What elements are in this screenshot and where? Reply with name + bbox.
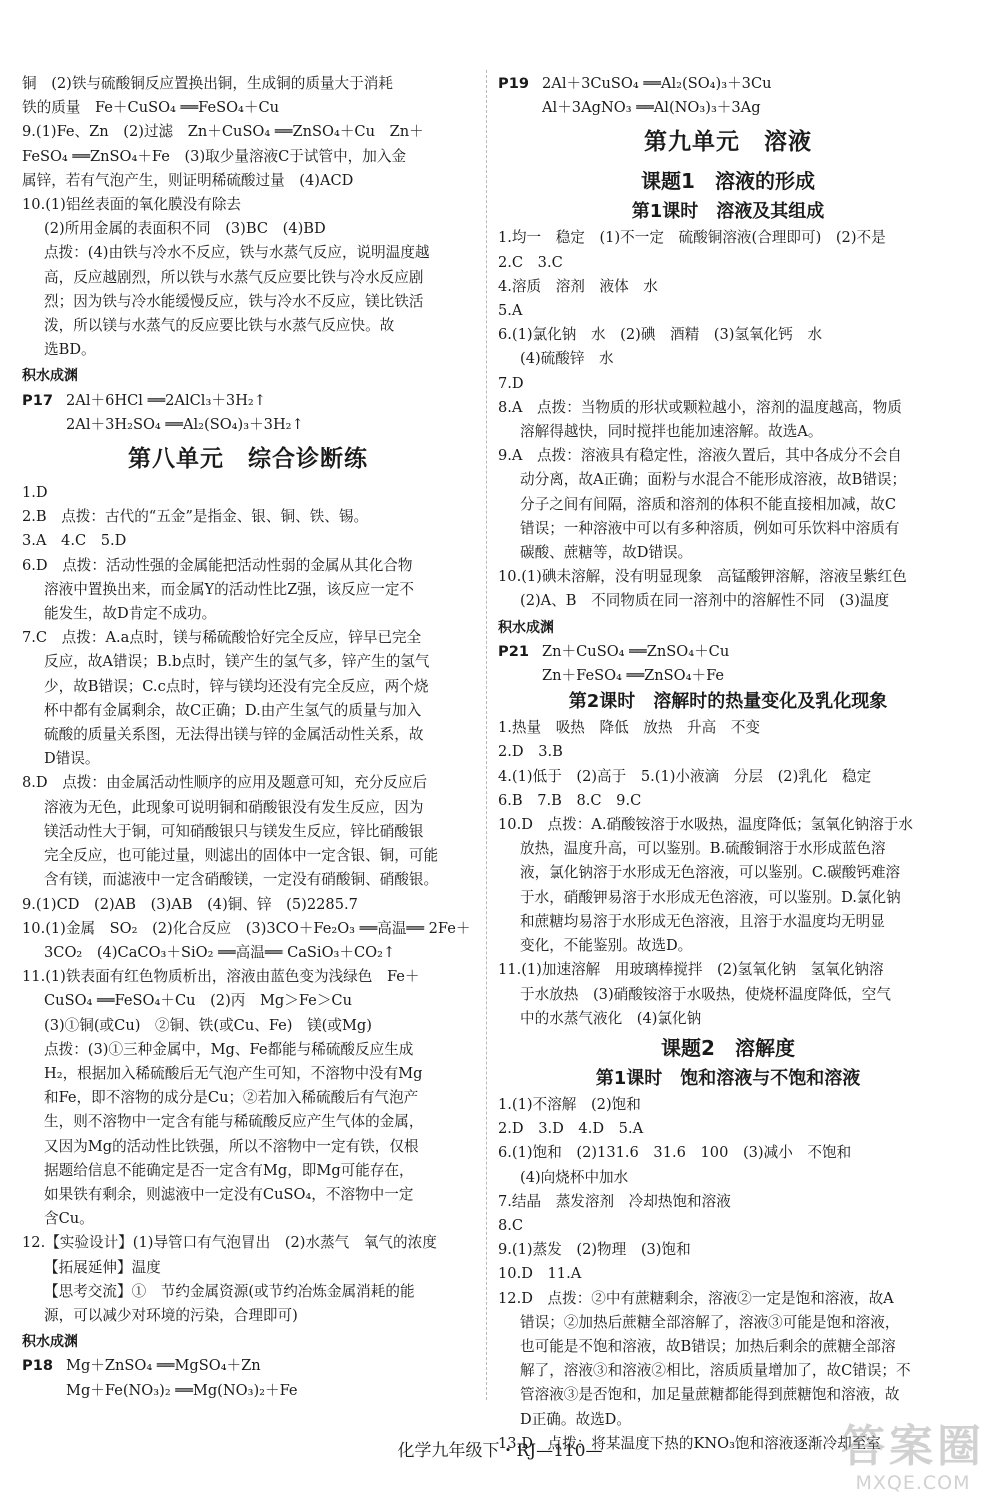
text-line: (2)所用金属的表面积不同 (3)BC (4)BD <box>44 220 326 238</box>
answer-line: 8.C <box>498 1216 524 1234</box>
text-line: 9.(1)Fe、Zn (2)过滤 Zn＋CuSO₄ ══ZnSO₄＋Cu Zn＋ <box>22 123 424 141</box>
answer-line: 【拓展延伸】温度 <box>44 1258 161 1276</box>
answer-line: 6.(1)氯化钠 水 (2)碘 酒精 (3)氢氧化钙 水 <box>498 326 823 344</box>
lesson-title: 第1课时 溶液及其组成 <box>631 201 825 223</box>
equation: Zn＋FeSO₄ ══ZnSO₄＋Fe <box>542 667 725 685</box>
answer-line: 10.D 11.A <box>498 1265 582 1283</box>
watermark-logo <box>838 1410 988 1494</box>
unit-title: 第九单元 溶液 <box>644 129 812 156</box>
answer-line: 9.(1)蒸发 (2)物理 (3)饱和 <box>498 1241 691 1259</box>
answer-line: 13.D 点拨：将某温度下热的KNO₃饱和溶液逐渐冷却至室 <box>498 1434 881 1452</box>
answer-line: 12.【实验设计】(1)导管口有气泡冒出 (2)水蒸气 氧气的浓度 <box>22 1234 437 1252</box>
answer-line: 9.(1)CD (2)AB (3)AB (4)铜、锌 (5)2285.7 <box>22 895 358 913</box>
equation: Mg＋Fe(NO₃)₂ ══Mg(NO₃)₂＋Fe <box>66 1381 298 1399</box>
equation-line <box>498 640 958 664</box>
equation: Al＋3AgNO₃ ══Al(NO₃)₃＋3Ag <box>542 99 761 117</box>
text-line: 点拨：(4)由铁与冷水不反应，铁与水蒸气反应，说明温度越 <box>44 244 430 262</box>
equation: 2Al＋6HCl ══2AlCl₃＋3H₂↑ <box>66 391 267 409</box>
answer-line: 含有镁，而滤液中一定含硝酸镁，一定没有硝酸铜、硝酸银。 <box>44 871 439 889</box>
answer-line: 8.A 点拨：当物质的形状或颗粒越小，溶剂的温度越高，物质 <box>498 398 902 416</box>
answer-line: 也可能是不饱和溶液，故B错误；加热后剩余的蔗糖全部溶 <box>520 1337 896 1355</box>
answer-line: 【思考交流】① 节约金属资源(或节约冶炼金属消耗的能 <box>44 1282 415 1300</box>
text-line: 属锌，若有气泡产生，则证明稀硫酸过量 (4)ACD <box>22 171 354 189</box>
answer-line: 反应，故A错误；B.b点时，镁产生的氢气多，锌产生的氢气 <box>44 653 430 671</box>
answer-line: 镁活动性大于铜，可知硝酸银只与镁发生反应，锌比硝酸银 <box>44 822 424 840</box>
answer-line: 10.D 点拨：A.硝酸铵溶于水吸热，温度降低；氢氧化钠溶于水 <box>498 816 913 834</box>
answer-line: 碳酸、蔗糖等，故D错误。 <box>520 544 693 562</box>
left-column <box>22 72 474 1403</box>
equation-line <box>22 389 474 413</box>
answer-line: 含Cu。 <box>44 1210 94 1228</box>
answer-line: 2.C 3.C <box>498 253 563 271</box>
answer-line: 7.C 点拨：A.a点时，镁与稀硫酸恰好完全反应，锌早已完全 <box>22 629 422 647</box>
answer-line: 放热，温度升高，可以鉴别。B.硫酸铜溶于水形成蓝色溶 <box>520 840 886 858</box>
answer-line: 2.B 点拨：古代的“五金”是指金、银、铜、铁、锡。 <box>22 508 369 526</box>
answer-line: 3CO₂ (4)CaCO₃＋SiO₂ ══高温══ CaSiO₃＋CO₂↑ <box>44 943 396 961</box>
text-line: 泼，所以镁与水蒸气的反应要比铁与水蒸气反应快。故 <box>44 317 395 335</box>
page-ref-label: P19 <box>498 75 530 92</box>
answer-line: 和蔗糖均易溶于水形成无色溶液，且溶于水温度均无明显 <box>520 912 885 930</box>
answer-line: 6.(1)饱和 (2)131.6 31.6 100 (3)减小 不饱和 <box>498 1144 852 1162</box>
text-line: 铜 (2)铁与硫酸铜反应置换出铜，生成铜的质量大于消耗 <box>22 75 393 92</box>
answer-line: D错误。 <box>44 750 100 768</box>
equation-line <box>498 72 958 96</box>
answer-line: 1.D <box>22 484 48 502</box>
answer-line: 生，则不溶物中一定含有能与稀硫酸反应产生气体的金属， <box>44 1113 424 1131</box>
answer-line: 8.D 点拨：由金属活动性顺序的应用及题意可知，充分反应后 <box>22 774 428 792</box>
section-heading: 积水成渊 <box>22 1334 78 1351</box>
answer-line: 杯中都有金属剩余，故C正确；D.由产生氢气的质量与加入 <box>44 701 422 719</box>
answer-line: 1.(1)不溶解 (2)饱和 <box>498 1095 641 1113</box>
answer-line: 动分离，故A正确；面粉与水混合不能形成溶液，故B错误； <box>520 471 907 489</box>
text-line: 高，反应越剧烈，所以铁与水蒸气反应要比铁与冷水反应剧 <box>44 268 424 286</box>
lesson-title: 第2课时 溶解时的热量变化及乳化现象 <box>568 691 888 713</box>
page-ref-label: P21 <box>498 642 530 660</box>
answer-line: 4.溶质 溶剂 液体 水 <box>498 277 658 295</box>
section-heading: 积水成渊 <box>22 368 78 385</box>
answer-line: 源，可以减少对环境的污染，合理即可) <box>44 1306 298 1324</box>
answer-line: 11.(1)铁表面有红色物质析出，溶液由蓝色变为浅绿色 Fe＋ <box>22 968 420 986</box>
text-line: FeSO₄ ══ZnSO₄＋Fe (3)取少量溶液C于试管中，加入金 <box>22 147 407 165</box>
right-column <box>498 72 958 1456</box>
answer-line: 管溶液③是否饱和，加足量蔗糖都能得到蔗糖饱和溶液，故 <box>520 1386 900 1404</box>
topic-title: 课题2 溶解度 <box>661 1035 795 1060</box>
watermark-url: MXQE.COM <box>855 1472 971 1494</box>
answer-line: (4)硫酸锌 水 <box>520 350 614 368</box>
answer-line: D正确。故选D。 <box>520 1410 631 1428</box>
answer-line: 1.热量 吸热 降低 放热 升高 不变 <box>498 719 761 737</box>
answer-line: 又因为Mg的活动性比铁强，所以不溶物中一定有铁，仅根 <box>44 1137 419 1155</box>
page-ref-label: P18 <box>22 1357 54 1375</box>
watermark-text: 答案圈 <box>841 1421 985 1472</box>
answer-line: CuSO₄ ══FeSO₄＋Cu (2)丙 Mg＞Fe＞Cu <box>44 992 352 1010</box>
text-line: 烈；因为铁与冷水能缓慢反应，铁与冷水不反应，镁比铁活 <box>44 292 424 310</box>
answer-line: 9.A 点拨：溶液具有稳定性，溶液久置后，其中各成分不会自 <box>498 447 902 465</box>
page-footer: 化学九年级下・RJ—110— <box>397 1441 603 1461</box>
answer-line: H₂，根据加入稀硫酸后无气泡产生可知，不溶物中没有Mg <box>44 1064 423 1082</box>
answer-line: (2)A、B 不同物质在同一溶剂中的溶解性不同 (3)温度 <box>520 592 890 610</box>
answer-line: 点拨：(3)①三种金属中，Mg、Fe都能与稀硫酸反应生成 <box>44 1040 414 1058</box>
equation: Zn＋CuSO₄ ══ZnSO₄＋Cu <box>542 642 730 660</box>
section-heading: 积水成渊 <box>498 619 554 636</box>
answer-line: 11.(1)加速溶解 用玻璃棒搅拌 (2)氢氧化钠 氢氧化钠溶 <box>498 961 884 979</box>
answer-line: 6.B 7.B 8.C 9.C <box>498 791 642 809</box>
answer-line: 硫酸的质量关系图，无法得出镁与锌的金属活动性关系，故 <box>44 726 424 744</box>
text-line: 铁的质量 Fe＋CuSO₄ ══FeSO₄＋Cu <box>22 99 280 117</box>
answer-line: 2.D 3.B <box>498 743 563 761</box>
text-line: 10.(1)铝丝表面的氧化膜没有除去 <box>22 196 242 214</box>
answer-line: 6.D 点拨：活动性强的金属能把活动性弱的金属从其化合物 <box>22 556 413 574</box>
answer-line: 错误；②加热后蔗糖全部溶解了，溶液③可能是饱和溶液， <box>520 1313 900 1331</box>
answer-line: 3.A 4.C 5.D <box>22 532 127 550</box>
answer-line: 于水放热 (3)硝酸铵溶于水吸热，使烧杯温度降低，空气 <box>520 985 891 1003</box>
unit-title: 第八单元 综合诊断练 <box>128 446 368 473</box>
answer-line: 完全反应，也可能过量，则滤出的固体中一定含银、铜，可能 <box>44 847 439 865</box>
answer-line: 少，故B错误；C.c点时，锌与镁均还没有完全反应，两个烧 <box>44 677 429 695</box>
answer-line: 分子之间有间隔，溶质和溶剂的体积不能直接相加减，故C <box>520 495 897 513</box>
answer-line: 4.(1)低于 (2)高于 5.(1)小液滴 分层 (2)乳化 稳定 <box>498 767 872 785</box>
answer-line: 和Fe，即不溶物的成分是Cu；②若加入稀硫酸后有气泡产 <box>44 1089 419 1107</box>
topic-title: 课题1 溶液的形成 <box>641 169 815 194</box>
answer-line: (4)向烧杯中加水 <box>520 1168 629 1186</box>
answer-line: 7.结晶 蒸发溶剂 冷却热饱和溶液 <box>498 1192 731 1210</box>
answer-line: 10.(1)金属 SO₂ (2)化合反应 (3)3CO＋Fe₂O₃ ══高温══ 2Fe＋ <box>22 919 471 937</box>
answer-line: 中的水蒸气液化 (4)氯化钠 <box>520 1009 702 1027</box>
answer-line: 溶解得越快，同时搅拌也能加速溶解。故选A。 <box>520 423 823 441</box>
answer-line: 2.D 3.D 4.D 5.A <box>498 1120 644 1138</box>
answer-line: 1.均一 稳定 (1)不一定 硫酸铜溶液(合理即可) (2)不是 <box>498 229 886 247</box>
answer-line: 液，氯化钠溶于水形成无色溶液，可以鉴别。C.碳酸钙难溶 <box>520 864 901 882</box>
answer-line: 10.(1)碘未溶解，没有明显现象 高锰酸钾溶解，溶液呈紫红色 <box>498 568 907 586</box>
lesson-title: 第1课时 饱和溶液与不饱和溶液 <box>595 1067 861 1089</box>
equation: 2Al＋3CuSO₄ ══Al₂(SO₄)₃＋3Cu <box>542 75 772 92</box>
text-line: 选BD。 <box>44 341 96 359</box>
equation: 2Al＋3H₂SO₄ ══Al₂(SO₄)₃＋3H₂↑ <box>66 415 304 433</box>
equation: Mg＋ZnSO₄ ══MgSO₄＋Zn <box>66 1357 261 1375</box>
answer-line: 据题给信息不能确定是否一定含有Mg，即Mg可能存在， <box>44 1161 414 1179</box>
answer-line: 解了，溶液③和溶液②相比，溶质质量增加了，故C错误；不 <box>520 1362 911 1380</box>
answer-line: 如果铁有剩余，则滤液中一定没有CuSO₄，不溶物中一定 <box>44 1185 414 1203</box>
equation-line <box>22 1354 474 1378</box>
answer-line: 12.D 点拨：②中有蔗糖剩余，溶液②一定是饱和溶液，故A <box>498 1289 894 1307</box>
answer-line: 5.A <box>498 302 523 320</box>
column-divider <box>486 70 487 1400</box>
answer-line: (3)①铜(或Cu) ②铜、铁(或Cu、Fe) 镁(或Mg) <box>44 1016 372 1034</box>
answer-line: 7.D <box>498 374 524 392</box>
answer-line: 溶液为无色，此现象可说明铜和硝酸银没有发生反应，因为 <box>44 798 424 816</box>
answer-line: 于水，硝酸钾易溶于水形成无色溶液，可以鉴别。D.氯化钠 <box>520 888 901 906</box>
answer-line: 溶液中置换出来，而金属Y的活动性比Z强，该反应一定不 <box>44 580 415 598</box>
answer-line: 错误；一种溶液中可以有多种溶质，例如可乐饮料中溶质有 <box>520 519 900 537</box>
answer-line: 变化，不能鉴别。故选D。 <box>520 937 693 955</box>
answer-line: 能发生，故D肯定不成功。 <box>44 605 217 623</box>
page-ref-label: P17 <box>22 391 54 409</box>
